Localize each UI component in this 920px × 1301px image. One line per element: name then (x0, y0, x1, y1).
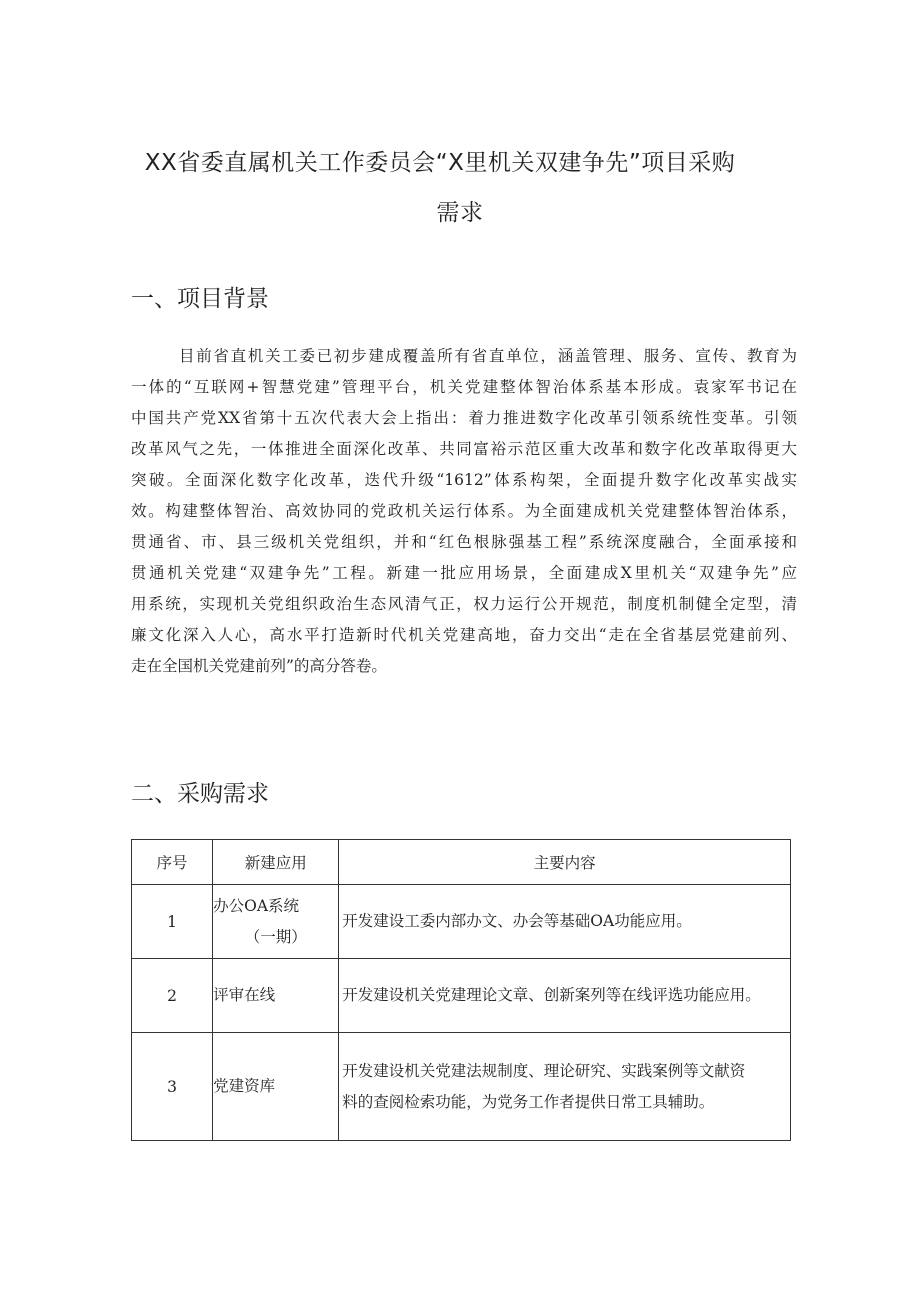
cell-content: 开发建设工委内部办文、办会等基础OA功能应用。 (339, 885, 791, 959)
header-main-content: 主要内容 (339, 840, 791, 885)
paragraph-line: 效。构建整体智治、高效协同的党政机关运行体系。为全面建成机关党建整体智治体系， (131, 502, 797, 520)
content-line: 开发建设机关党建法规制度、理论研究、实践案例等文献资 (342, 1061, 746, 1080)
content-line: 料的查阅检索功能，为党务工作者提供日常工具辅助。 (342, 1092, 715, 1111)
paragraph-line: 走在全国机关党建前列”的高分答卷。 (131, 657, 387, 675)
paragraph-line: 目前省直机关工委已初步建成覆盖所有省直单位，涵盖管理、服务、宣传、教育为 (179, 347, 797, 365)
cell-serial-number: 1 (132, 885, 213, 959)
table-row (132, 1033, 791, 1141)
cell-application (213, 885, 339, 959)
cell-application: 评审在线 (213, 959, 339, 1033)
cell-content (339, 1033, 791, 1141)
cell-serial-number: 2 (132, 959, 213, 1033)
document-title-line-1: XX省委直属机关工作委员会“X里机关双建争先”项目采购 (144, 150, 736, 176)
application-name: 办公OA系统 (213, 896, 300, 915)
section-heading-background: 一、项目背景 (131, 286, 269, 312)
requirements-table (131, 839, 791, 1141)
paragraph-line: 廉文化深入人心，高水平打造新时代机关党建高地，奋力交出“走在全省基层党建前列、 (131, 626, 797, 644)
table-row (132, 959, 791, 1033)
paragraph-line: 突破。全面深化数字化改革，迭代升级“1612”体系构架，全面提升数字化改革实战实 (131, 471, 797, 489)
cell-serial-number: 3 (132, 1033, 213, 1141)
background-paragraph (131, 341, 797, 682)
header-serial-number: 序号 (132, 840, 213, 885)
cell-application: 党建资库 (213, 1033, 339, 1141)
cell-content: 开发建设机关党建理论文章、创新案列等在线评选功能应用。 (339, 959, 791, 1033)
paragraph-line: 贯通省、市、县三级机关党组织，并和“红色根脉强基工程”系统深度融合，全面承接和 (131, 533, 797, 551)
paragraph-line: 中国共产党XX省第十五次代表大会上指出：着力推进数字化改革引领系统性变革。引领 (131, 409, 797, 427)
document-title-line-2: 需求 (436, 200, 484, 226)
header-new-application: 新建应用 (213, 840, 339, 885)
application-phase: （一期） (244, 927, 307, 946)
paragraph-line: 一体的“互联网+智慧党建”管理平台，机关党建整体智治体系基本形成。袁家军书记在 (131, 378, 797, 396)
paragraph-line: 贯通机关党建“双建争先”工程。新建一批应用场景，全面建成X里机关“双建争先”应 (131, 564, 797, 582)
table-header-row (132, 840, 791, 885)
paragraph-line: 改革风气之先，一体推进全面深化改革、共同富裕示范区重大改革和数字化改革取得更大 (131, 440, 797, 458)
table-row (132, 885, 791, 959)
section-heading-requirements: 二、采购需求 (131, 781, 269, 807)
paragraph-line: 用系统，实现机关党组织政治生态风清气正，权力运行公开规范，制度机制健全定型，清 (131, 595, 797, 613)
